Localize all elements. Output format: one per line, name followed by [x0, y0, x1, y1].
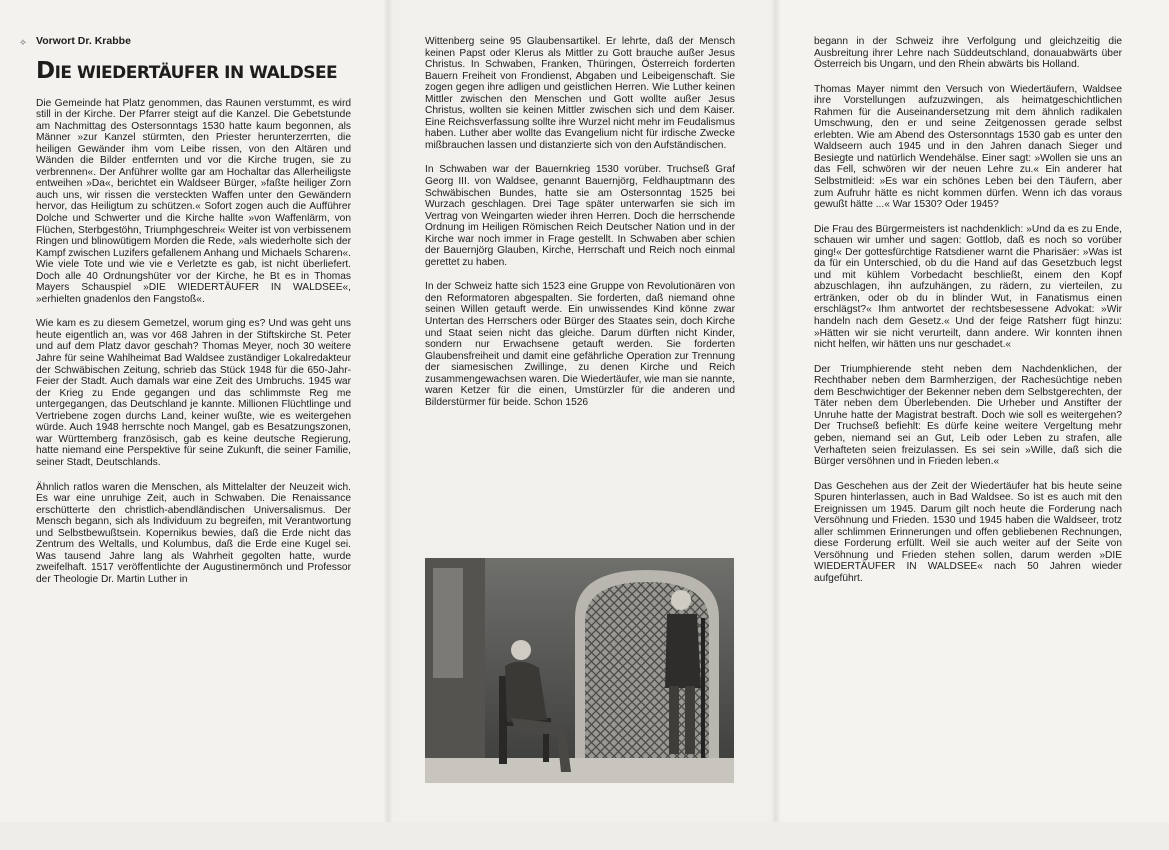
standing-figure-leg	[669, 686, 679, 754]
left-column	[36, 36, 351, 598]
page-bottom-margin	[0, 822, 1169, 850]
right-column	[814, 36, 1122, 598]
corner-mark-icon: ⟡	[20, 37, 26, 47]
wall-panel	[433, 568, 463, 678]
fold-line-right	[771, 0, 781, 850]
paragraph: Wie kam es zu diesem Gemetzel, worum ging es? Und was geht uns heute eigentlich an, was vor 468 Jahren in der Stiftskirche St. Peter und auf dem Platz davor geschah? Thomas Meyer, noch 30 weitere Jahre für seine Wahlheimat Bad Waldsee zuständiger Lokalredakteur der Schwäbischen Zeitung, schrieb das Stück 1948 für die 650-Jahr-Feier der Stadt. Auch damals war eine Zeit des Umbruchs. 1945 war der Krieg zu Ende gegangen und das schlimmste Reg me untergegangen, das Deutschland je kannte. Millionen Flüchtlinge und Vertriebene zogen durchs Land, keiner wußte, wie es weitergehen würde. Auch 1948 herrschte noch Mangel, gab es Besatzungszonen, war Württemberg französisch, gab es keine deutsche Regierung, hatte niemand eine Perspektive für seine Zukunft, die seiner Familie, seiner Stadt, Deutschlands.	[36, 318, 351, 468]
kicker: Vorwort Dr. Krabbe	[36, 35, 131, 47]
paragraph: Ähnlich ratlos waren die Menschen, als Mittelalter der Neuzeit wich. Es war eine unruhige Zeit, auch in Schwaben. Die Renaissance erschütterte den christlich-abendländischen Universalismus. Der Mensch begann, sich als Individuum zu begreifen, mit Verantwortung und Selbstbewußtsein. Kopernikus bewies, daß die Erde nicht das Zentrum des Weltalls, und Kolumbus, daß die Erde eine Kugel sei. Was tausend Jahre lang als Wahrheit gegolten hatte, wurde zweifelhaft. 1517 veröffentlichte der Augustinermönch und Professor der Theologie Dr. Martin Luther in	[36, 481, 351, 585]
paragraph: In der Schweiz hatte sich 1523 eine Gruppe von Revolutionären von den Reformatoren abgespalten. Sie forderten, daß niemand ohne seinen Willen getauft werde. Ein unwissendes Kind könne zwar Untertan des Herrschers oder Bürger des Staates sein, doch Kirche und Staat seien nicht das gleiche. Darum dürften nicht Kinder, sondern nur Erwachsene getauft werden. Sie forderten Glaubensfreiheit und damit eine gefährliche Operation zur Trennung der siamesischen Zwillinge, zu denen Kirche und Reich zusammengewachsen waren. Die Wiedertäufer, wie man sie nannte, waren Ketzer für die einen, Umstürzler für die anderen und Bilderstürmer für beide. Schon 1526	[425, 281, 735, 408]
page-title	[36, 58, 351, 86]
standing-figure-body	[665, 614, 701, 688]
middle-column	[425, 36, 735, 421]
seated-figure-head	[511, 640, 531, 660]
title-initial: D	[36, 57, 55, 84]
paragraph: Thomas Mayer nimmt den Versuch von Wiedertäufern, Waldsee ihre Vorstellungen aufzuzwingen, als heimatgeschichtlichen Rahmen für die Auseinandersetzung mit dem ähnlich radikalen Umschwung, den er und seine Zeitgenossen gerade selbst erlebten. Wie am Abend des Ostersonntags 1530 gab es unter den Waldseern auch 1945 und in den Jahren danach Sieger und Besiegte und natürlich Wendehälse. Einer sagt: »Wollen sie uns an das Fell, schwören wir der neuen Lehre zu.« Ein anderer hat Selbstmitleid: »Es war ein schönes Leben bei den Täufern, aber zum Aufruhr hätte es nicht kommen dürfen. Wenn ich das voraus gewußt hätte ...« War 1530? Oder 1945?	[814, 83, 1122, 211]
paragraph: Das Geschehen aus der Zeit der Wiedertäufer hat bis heute seine Spuren hinterlassen, auch in Bad Waldsee. So ist es auch mit den Ereignissen um 1945. Darum gilt noch heute die Forderung nach Versöhnung und Frieden. 1530 und 1945 haben die Waldseer, trotz aller schlimmen Erinnerungen und offen gebliebenen Rechnungen, diese Forderung erfüllt. Weil sie auch weiter auf der Seite von Versöhnung und Frieden stehen sollen, darum werden »DIE WIEDERTÄUFER IN WALDSEE« nach 50 Jahren wieder aufgeführt.	[814, 480, 1122, 584]
paragraph: Wittenberg seine 95 Glaubensartikel. Er lehrte, daß der Mensch keinen Papst oder Klerus als Mittler zu Gott brauche außer Jesus Christus. In Schwaben, Franken, Thüringen, Österreich forderten Bauern Freiheit von Frondienst, Abgaben und Leibeigenschaft. Sie zogen gegen ihre adligen und geistlichen Herren. Wie Luther keinen Mittler zwischen den Menschen und Gott wollte außer Jesus Christus, wollten sie keinen Mittler zwischen sich und dem Kaiser. Eine Reichsverfassung sollte ihre Wurzel nicht mehr im Feudalismus haben. Luther aber wollte das Evangelium nicht für irdische Zwecke mißbrauchen lassen und distanzierte sich von den Aufständischen.	[425, 36, 735, 151]
paragraph: Der Triumphierende steht neben dem Nachdenklichen, der Rechthaber neben dem Barmherzigen, der Rachesüchtige neben dem Beschwichtiger der Bekenner neben dem Selbstgerechten, der Täter neben dem Überlebenden. Die Urheber und Anstifter der Unruhe hatte der Magistrat bestraft. Doch wie soll es weitergehen? Der Truchseß befiehlt: Es dürfe keine weitere Vergeltung mehr geben, niemand sei an Gut, Leib oder Leben zu strafen, alle Verhafteten seien freizulassen. Es sei sein »Wille, daß sich die Bürger versöhnen und in Frieden leben.«	[814, 363, 1122, 468]
paragraph: In Schwaben war der Bauernkrieg 1530 vorüber. Truchseß Graf Georg III. von Waldsee, genannt Bauernjörg, Feldhauptmann des Schwäbischen Bundes, hatte sie am Ostersonntag 1525 bei Wurzach geschlagen. Drei Tage später unterwarfen sie sich im Vertrag von Weingarten wieder ihren Herren. Doch die herrschende Ordnung im Heiligen Römischen Reich Deutscher Nation und in der Kirche war noch immer in Frage gestellt. In Schwaben aber schien der Bauernjörg Glauben, Kirche, Herrschaft und Reich noch einmal gerettet zu haben.	[425, 164, 735, 268]
paragraph: Die Gemeinde hat Platz genommen, das Raunen verstummt, es wird still in der Kirche. Der Pfarrer steigt auf die Kanzel. Die Gebetstunde am Nachmittag des Ostersonntags 1530 hatte kaum begonnen, als Männer »zur Kanzel stürmten, den Priester herunterzerrten, die heiligen Gewänder ihm vom Leibe rissen, von den Altären und Wänden die Bilder entfernten und vor die Kirche trugen, sie zu verbrennen«. Der Anführer wollte gar am Hochaltar das Allerheiligste entweihen »Da«, berichtet ein Waldseer Bürger, »faßte heiliger Zorn auch uns, wir rissen die versteckten Waffen unter den Gewändern hervor, das Heiligtum zu schützen.« Sofort zogen auch die Aufführer Dolche und Schwerter und die Kirche hallte »von Waffenlärm, von Flüchen, Sterbgestöhn, Triumphgeschrei« Weiter ist von verbissenem Ringen und blinowütigem Morden die Rede, »als wiederholte sich der Kampf zwischen Luzifers gefallenem Anhang und Michaels Scharen«. Wie viele Tote und wie vie e Verletzte es gab, ist nicht überliefert. Doch alle 40 Ordnungshüter vor der Kirche, he Bt es in Thomas Mayers Schauspiel »DIE WIEDERTÄUFER IN WALDSEE«, »erhielten gnadenlos den Fangstoß«.	[36, 97, 351, 305]
stage-floor	[425, 758, 734, 783]
standing-figure-leg	[685, 686, 695, 754]
stage-photo	[425, 558, 734, 783]
fold-line-left	[383, 0, 393, 850]
paragraph: Die Frau des Bürgermeisters ist nachdenklich: »Und da es zu Ende, schauen wir umher und sagen: Gottlob, daß es noch so vorüber ging!« Der gottesfürchtige Ratsdiener warnt die Pharisäer: »Was ist da für ein Unterschied, ob du die Hand auf das Gesetzbuch legst und mit kühlem Vorbedacht beschließt, einem den Kopf abzuschlagen, ihn aufzuhängen, zu rädern, zu vierteilen, zu ertränken, oder ob du in blinder Wut, in Fanatismus einen erschlägst?« Ihm antwortet der rechtsbesessene Advokat: »Wir handeln nach dem Gesetz.« Und der feige Ratsherr fügt hinzu: »Hätten wir sie nicht verurteilt, dann andere. Wir konnten ihnen nicht helfen, wir hätten uns nur geschadet.«	[814, 223, 1122, 351]
standing-figure-head	[671, 590, 691, 610]
pike-staff	[701, 618, 705, 758]
paragraph: begann in der Schweiz ihre Verfolgung und gleichzeitig die Ausbreitung ihrer Lehre nach Süddeutschland, donauabwärts über Österreich bis Ungarn, und den Rhein abwärts bis Holland.	[814, 36, 1122, 71]
title-rest: IE WIEDERTÄUFER IN WALDSEE	[54, 62, 338, 83]
